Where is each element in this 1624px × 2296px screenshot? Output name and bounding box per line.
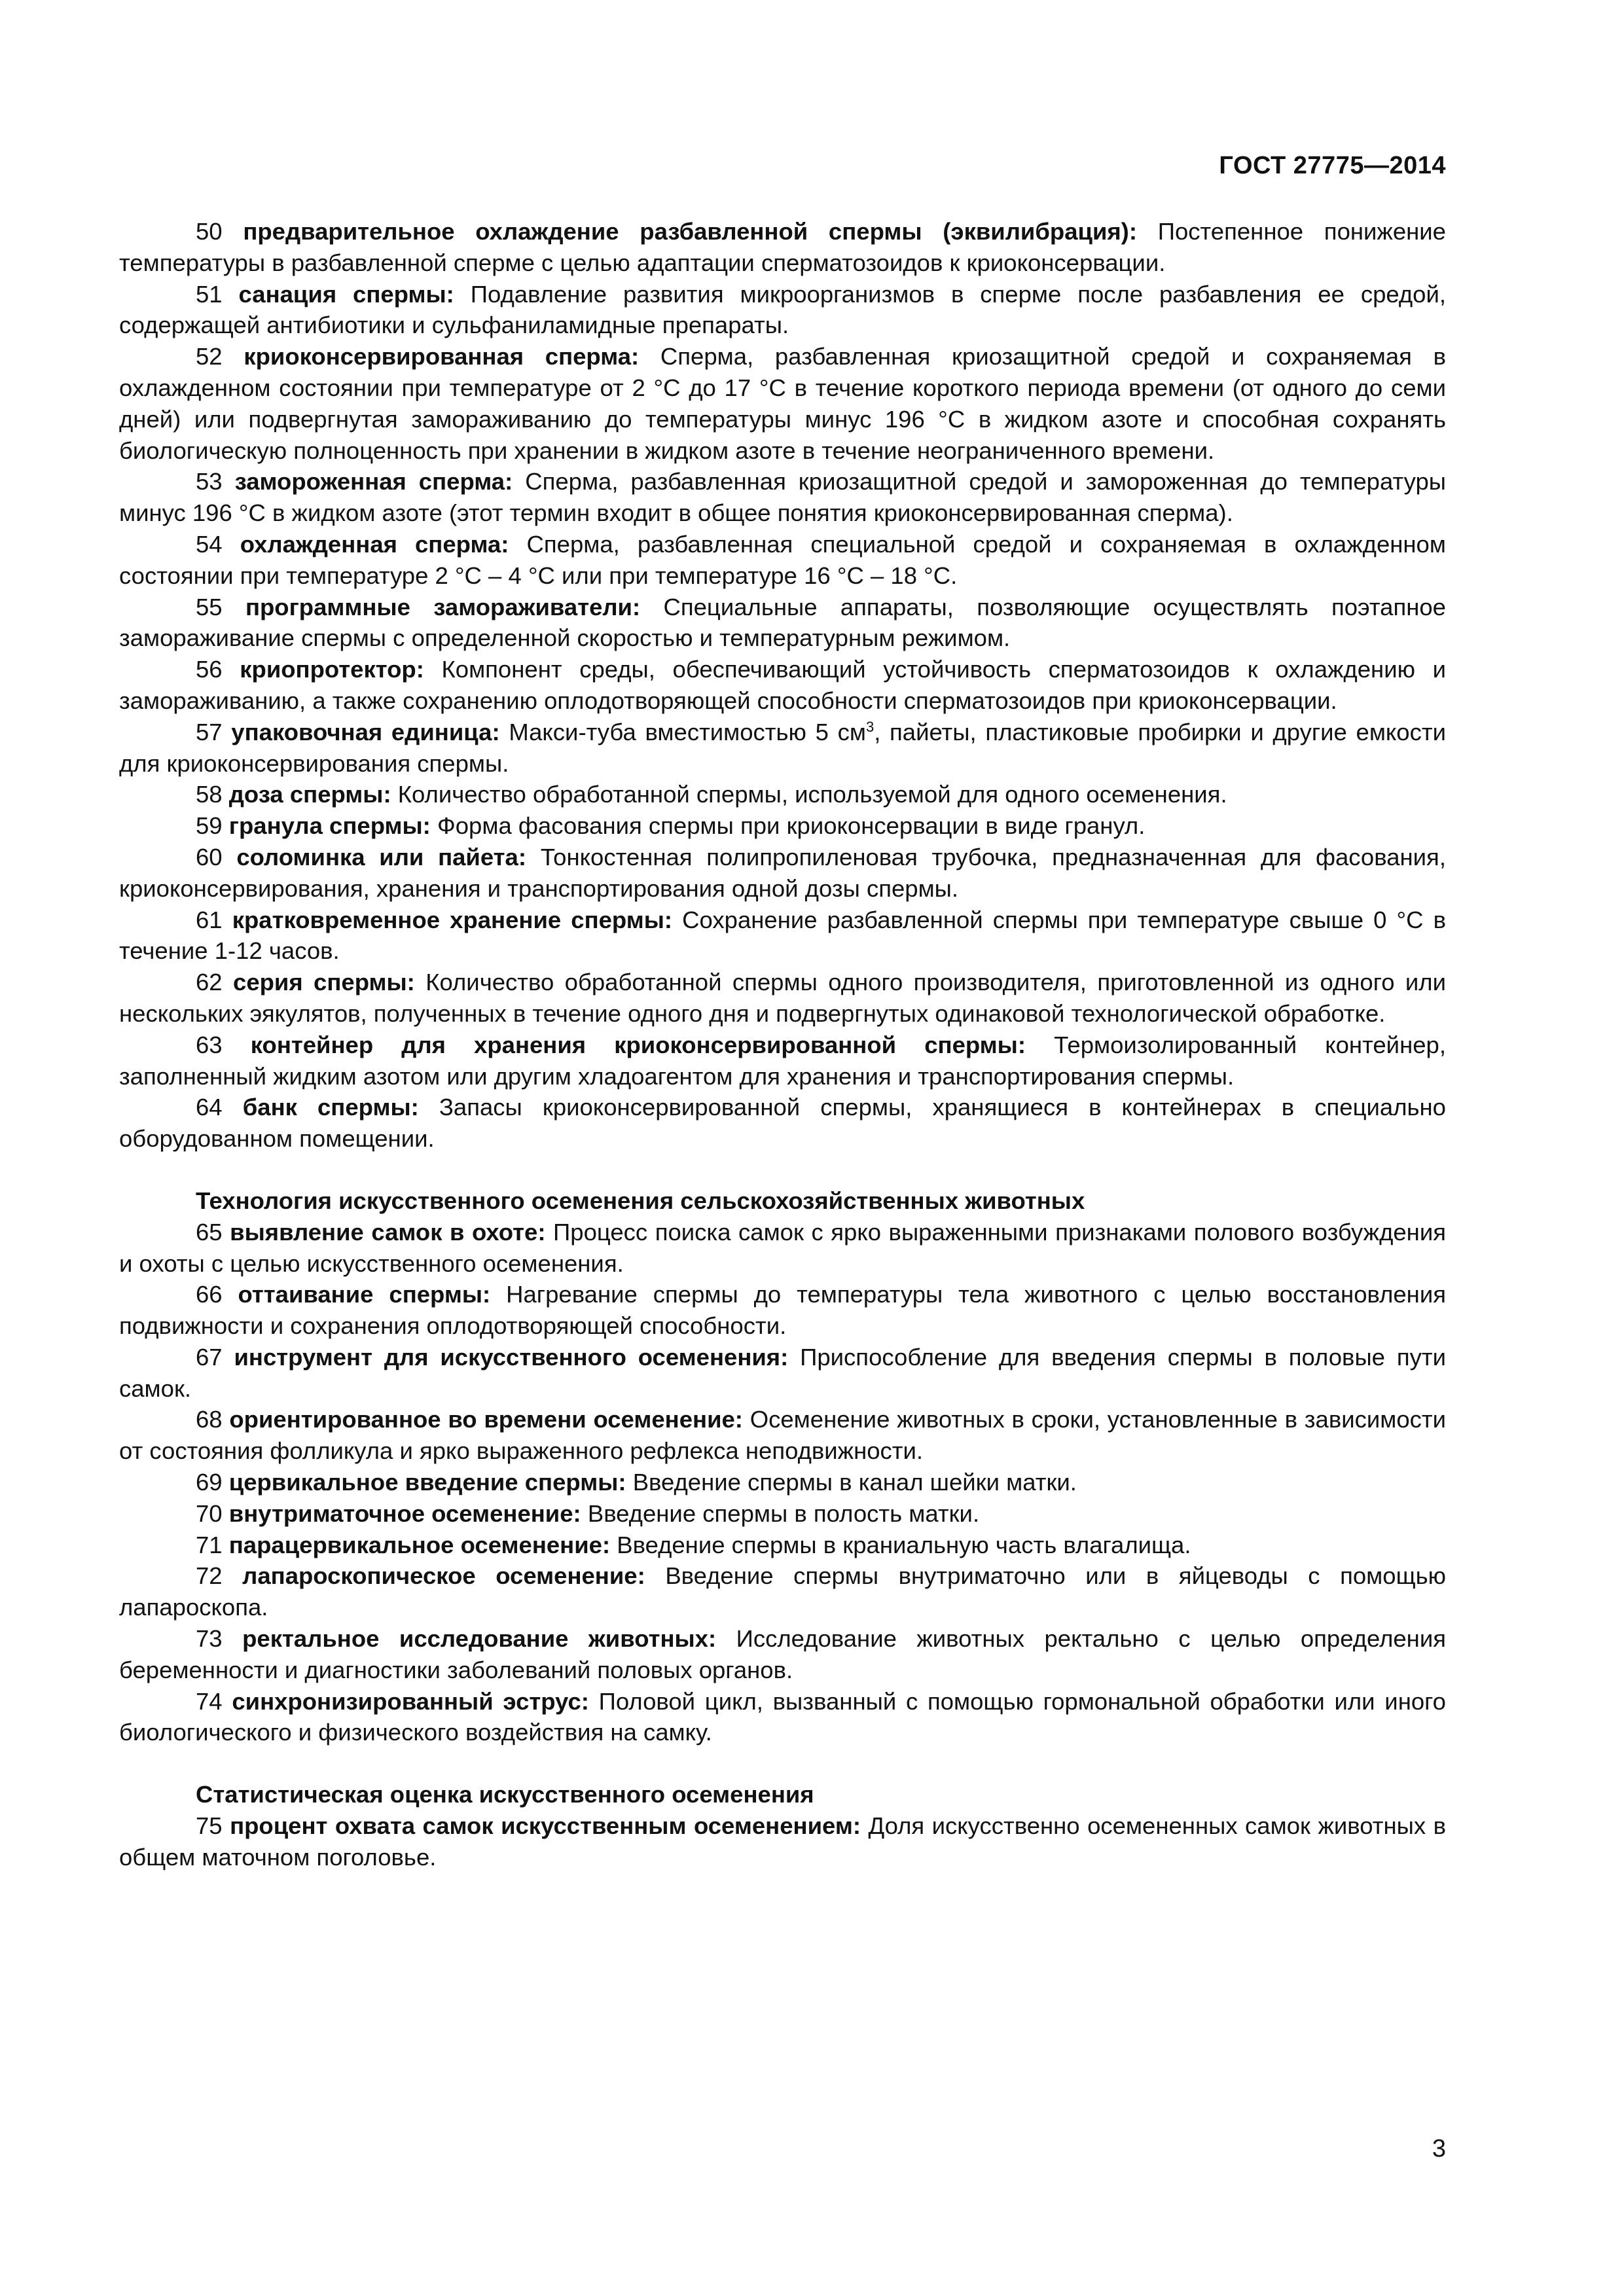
definition-number: 64 bbox=[196, 1094, 223, 1121]
definition-number: 65 bbox=[196, 1218, 223, 1246]
definition-term: цервикальное введение спермы: bbox=[228, 1469, 626, 1496]
definition-text: Сперма, разбавленная криозащитной средой и замороженная до температуры минус 196 °С в жидком азоте (этот термин входит в общее понятия криоконсервированная сперма). bbox=[119, 468, 1446, 527]
definition-term: контейнер для хранения криоконсервированной спермы: bbox=[250, 1031, 1026, 1058]
definition-term: парацервикальное осеменение: bbox=[228, 1531, 611, 1558]
definition-text: Запасы криоконсервированной спермы, хранящиеся в контейнерах в специально оборудованном помещении. bbox=[119, 1094, 1446, 1153]
definition-text: Термоизолированный контейнер, заполненный жидким азотом или другим хладоагентом для хранения и транспортирования спермы. bbox=[119, 1031, 1446, 1090]
definition-item bbox=[119, 1467, 1446, 1498]
definition-number: 75 bbox=[196, 1812, 223, 1840]
definition-text: Осеменение животных в сроки, установленные в зависимости от состояния фолликула и ярко выраженного рефлекса неподвижности. bbox=[119, 1406, 1446, 1465]
definition-number: 58 bbox=[196, 781, 223, 808]
definition-text: Исследование животных ректально с целью определения беременности и диагностики заболеваний половых органов. bbox=[119, 1625, 1446, 1683]
definition-item bbox=[119, 1623, 1446, 1686]
definition-number: 53 bbox=[196, 468, 223, 495]
definition-item bbox=[119, 967, 1446, 1030]
definition-term: банк спермы: bbox=[242, 1094, 419, 1121]
definition-text: Приспособление для введения спермы в половые пути самок. bbox=[119, 1343, 1446, 1402]
definition-number: 63 bbox=[196, 1031, 223, 1058]
definition-item bbox=[119, 1498, 1446, 1530]
definition-text: Тонкостенная полипропиленовая трубочка, предназначенная для фасования, криоконсервирования, хранения и транспортирования одной дозы спермы. bbox=[119, 843, 1446, 902]
definition-text: Сперма, разбавленная криозащитной средой и сохраняемая в охлажденном состоянии при температуре от 2 °С до 17 °С в течение короткого периода времени (от одного до семи дней) или подвергнутая замораживанию до температуры минус 196 °С в жидком азоте и способная сохранять биологическую полноценность при хранении в жидком азоте в течение неограниченного времени. bbox=[119, 343, 1446, 464]
definition-item bbox=[119, 905, 1446, 967]
definition-item bbox=[119, 1030, 1446, 1092]
definition-term: синхронизированный эструс: bbox=[232, 1687, 589, 1715]
definition-text: Постепенное понижение температуры в разбавленной сперме с целью адаптации сперматозоидов к криоконсервации. bbox=[119, 218, 1446, 276]
definition-item bbox=[119, 1810, 1446, 1873]
definition-number: 71 bbox=[196, 1531, 223, 1558]
definition-term: ориентированное во времени осеменение: bbox=[229, 1406, 743, 1433]
definition-term: гранула спермы: bbox=[228, 812, 431, 840]
definition-text: Половой цикл, вызванный с помощью гормональной обработки или иного биологического и физического воздействия на самку. bbox=[119, 1687, 1446, 1746]
definition-term: соломинка или пайета: bbox=[236, 843, 527, 870]
definition-number: 52 bbox=[196, 343, 223, 370]
definition-item bbox=[119, 529, 1446, 592]
definition-item bbox=[119, 1279, 1446, 1342]
definition-number: 50 bbox=[196, 218, 223, 245]
definition-term: криопротектор: bbox=[240, 656, 424, 683]
definition-text: Введение спермы в канал шейки матки. bbox=[632, 1469, 1077, 1496]
definition-item bbox=[119, 1342, 1446, 1405]
definition-number: 55 bbox=[196, 593, 223, 620]
definition-number: 61 bbox=[196, 906, 223, 933]
definition-item bbox=[119, 1217, 1446, 1280]
definition-term: криоконсервированная сперма: bbox=[244, 343, 640, 370]
definition-text: Сперма, разбавленная специальной средой и сохраняемая в охлажденном состоянии при температуре 2 °С – 4 °С или при температуре 16 °С – 18 °С. bbox=[119, 530, 1446, 589]
definition-text: Введение спермы внутриматочно или в яйцеводы с помощью лапароскопа. bbox=[119, 1562, 1446, 1621]
definition-text: Нагревание спермы до температуры тела животного с целью восстановления подвижности и сохранения оплодотворяющей способности. bbox=[119, 1281, 1446, 1340]
definition-text: Процесс поиска самок с ярко выраженными признаками полового возбуждения и охоты с целью искусственного осеменения. bbox=[119, 1218, 1446, 1277]
definition-term: лапароскопическое осеменение: bbox=[242, 1562, 645, 1590]
definition-number: 74 bbox=[196, 1687, 223, 1715]
definition-term: внутриматочное осеменение: bbox=[228, 1499, 581, 1527]
definition-item bbox=[119, 341, 1446, 466]
definition-number: 59 bbox=[196, 812, 223, 840]
definition-text: Макси-туба вместимостью 5 см bbox=[509, 718, 866, 745]
definition-number: 51 bbox=[196, 280, 223, 308]
definition-text: Количество обработанной спермы, используемой для одного осеменения. bbox=[397, 781, 1227, 808]
superscript: 3 bbox=[865, 718, 875, 735]
definition-item bbox=[119, 717, 1446, 780]
definition-item bbox=[119, 1530, 1446, 1561]
definition-item bbox=[119, 592, 1446, 655]
definition-text: Форма фасования спермы при криоконсервации в виде гранул. bbox=[437, 812, 1146, 840]
definition-text: Подавление развития микроорганизмов в сперме после разбавления ее средой, содержащей антибиотики и сульфаниламидные препараты. bbox=[119, 280, 1446, 339]
definition-number: 57 bbox=[196, 718, 223, 745]
definition-text: Доля искусственно осемененных самок животных в общем маточном поголовье. bbox=[119, 1812, 1446, 1871]
definition-text: Количество обработанной спермы одного производителя, приготовленной из одного или нескольких эякулятов, полученных в течение одного дня и подвергнутых одинаковой технологической обработке. bbox=[119, 969, 1446, 1027]
definition-term: упаковочная единица: bbox=[231, 718, 500, 745]
definition-number: 72 bbox=[196, 1562, 223, 1590]
definition-item bbox=[119, 466, 1446, 529]
definition-item bbox=[119, 1686, 1446, 1749]
definition-text-continued: , пайеты, пластиковые пробирки и другие емкости для криоконсервирования спермы. bbox=[119, 718, 1446, 777]
definition-number: 54 bbox=[196, 530, 223, 558]
definition-item bbox=[119, 279, 1446, 342]
definition-number: 68 bbox=[196, 1406, 223, 1433]
section-heading-technology: Технология искусственного осеменения сельскохозяйственных животных bbox=[196, 1187, 1085, 1214]
definition-term: охлажденная сперма: bbox=[240, 530, 509, 558]
definition-item bbox=[119, 842, 1446, 905]
section-heading-statistics: Статистическая оценка искусственного осеменения bbox=[196, 1781, 814, 1808]
definition-text: Введение спермы в краниальную часть влагалища. bbox=[617, 1531, 1191, 1558]
standard-id-header: ГОСТ 27775—2014 bbox=[1219, 152, 1446, 179]
definition-number: 62 bbox=[196, 969, 223, 996]
definition-term: оттаивание спермы: bbox=[238, 1281, 491, 1308]
definition-number: 70 bbox=[196, 1499, 223, 1527]
definition-term: замороженная сперма: bbox=[234, 468, 513, 495]
definition-number: 60 bbox=[196, 843, 223, 870]
definition-term: предварительное охлаждение разбавленной спермы (эквилибрация): bbox=[243, 218, 1137, 245]
definition-number: 73 bbox=[196, 1625, 223, 1653]
page-number: 3 bbox=[1432, 2135, 1446, 2162]
definition-term: процент охвата самок искусственным осеменением: bbox=[230, 1812, 861, 1840]
definition-term: выявление самок в охоте: bbox=[230, 1218, 546, 1246]
definition-item bbox=[119, 654, 1446, 717]
definition-item bbox=[119, 810, 1446, 842]
definition-text: Введение спермы в полость матки. bbox=[587, 1499, 980, 1527]
definition-term: ректальное исследование животных: bbox=[242, 1625, 717, 1653]
definition-item bbox=[119, 1560, 1446, 1623]
definition-term: программные замораживатели: bbox=[245, 593, 641, 620]
document-body bbox=[119, 216, 1446, 1873]
definition-term: кратковременное хранение спермы: bbox=[232, 906, 673, 933]
definition-term: доза спермы: bbox=[228, 781, 391, 808]
definition-item bbox=[119, 1092, 1446, 1155]
definition-text: Сохранение разбавленной спермы при температуре свыше 0 °С в течение 1-12 часов. bbox=[119, 906, 1446, 965]
definition-number: 56 bbox=[196, 656, 223, 683]
definition-item bbox=[119, 1404, 1446, 1467]
definition-number: 67 bbox=[196, 1343, 223, 1371]
definition-term: серия спермы: bbox=[233, 969, 415, 996]
definition-text: Компонент среды, обеспечивающий устойчивость сперматозоидов к охлаждению и замораживанию, а также сохранению оплодотворяющей способности сперматозоидов при криоконсервации. bbox=[119, 656, 1446, 714]
definition-number: 69 bbox=[196, 1469, 223, 1496]
definition-term: санация спермы: bbox=[238, 280, 454, 308]
definition-item bbox=[119, 779, 1446, 810]
definition-text: Специальные аппараты, позволяющие осуществлять поэтапное замораживание спермы с определенной скоростью и температурным режимом. bbox=[119, 593, 1446, 652]
definition-item bbox=[119, 216, 1446, 279]
definition-term: инструмент для искусственного осеменения: bbox=[234, 1343, 789, 1371]
definition-number: 66 bbox=[196, 1281, 223, 1308]
